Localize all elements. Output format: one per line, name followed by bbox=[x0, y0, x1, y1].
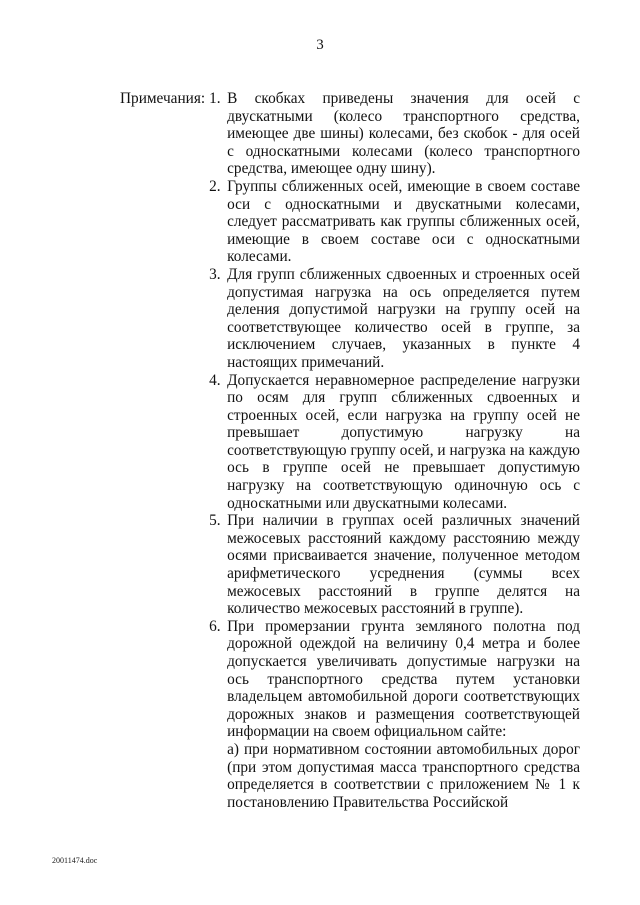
note-number: 2. bbox=[209, 177, 221, 195]
footer-filename: 20011474.doc bbox=[52, 856, 98, 865]
note-subitem: а) при нормативном состоянии автомобильных дорог (при этом допустимая масса транспортного средства определяется в соответствии с приложением № 1 к постановлению Правительства Российской bbox=[227, 740, 580, 811]
notes-list bbox=[209, 90, 580, 811]
note-number: 1. bbox=[209, 90, 221, 107]
note-text: Для групп сближенных сдвоенных и строенных осей допустимая нагрузка на ось определяется путем деления допустимой нагрузки на группу осей на соответствующее количество осей в группе, за исключением случаев, указанных в пункте 4 настоящих примечаний. bbox=[227, 265, 580, 371]
note-number: 6. bbox=[209, 617, 221, 635]
note-text: В скобках приведены значения для осей с двускатными (колесо транспортного средства, имеющее две шины) колесами, без скобок - для осей с односкатными колесами (колесо транспортного средства, имеющее одну шину). bbox=[227, 90, 580, 178]
note-text: При промерзании грунта земляного полотна под дорожной одеждой на величину 0,4 метра и более допускается увеличивать допустимые нагрузки на ось транспортного средства путем установки владельцем автомобильной дороги соответствующих дорожных знаков и размещения соответствующей информации на своем официальном сайте: bbox=[227, 617, 580, 741]
note-item bbox=[209, 618, 580, 812]
note-item bbox=[209, 512, 580, 618]
note-number: 5. bbox=[209, 512, 221, 530]
note-text: При наличии в группах осей различных значений межосевых расстояний каждому расстоянию между осями присваивается значение, полученное методом арифметического усреднения (суммы всех межосевых расстояний в группе делятся на количество межосевых расстояний в группе). bbox=[227, 512, 580, 618]
note-number: 3. bbox=[209, 265, 221, 283]
note-number: 4. bbox=[209, 371, 221, 389]
note-item bbox=[209, 266, 580, 372]
note-item bbox=[209, 178, 580, 266]
note-text: Группы сближенных осей, имеющие в своем составе оси с односкатными и двускатными колесами, следует рассматривать как группы сближенных осей, имеющие в своем составе оси с односкатными колесами. bbox=[227, 177, 580, 266]
notes-section bbox=[120, 90, 580, 811]
note-item bbox=[209, 90, 580, 178]
note-item bbox=[209, 372, 580, 513]
page-number: 3 bbox=[316, 37, 324, 53]
note-text: Допускается неравномерное распределение нагрузки по осям для групп сближенных сдвоенных и строенных осей, если нагрузка на группу осей не превышает допустимую нагрузку на соответствующую группу осей, и нагрузка на каждую ось в группе осей не превышает допустимую нагрузку на соответствующую одиночную ось с односкатными или двускатными колесами. bbox=[227, 371, 580, 512]
notes-label: Примечания: bbox=[120, 90, 206, 107]
